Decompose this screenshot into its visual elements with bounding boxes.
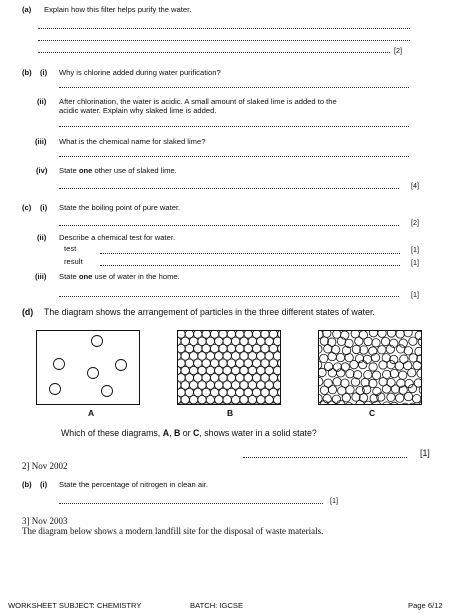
question-c-label: (c) [22,203,32,212]
answer-line[interactable] [38,28,410,29]
question-a-text: Explain how this filter helps purify the water. [44,5,192,14]
mark-b-iv: [4] [411,181,419,190]
liquid-particle [369,379,377,387]
answer-line[interactable] [59,296,399,297]
liquid-particle [372,371,380,379]
liquid-particle [378,331,386,337]
liquid-particle [412,395,420,403]
solid-particle [227,403,235,405]
solid-particle [236,403,244,405]
liquid-particle [418,338,422,346]
liquid-particle [355,337,363,345]
answer-line[interactable] [100,265,400,266]
answer-line[interactable] [38,52,390,53]
mark-c-test: [1] [411,245,419,254]
liquid-particle [399,339,407,347]
liquid-particle [319,368,326,376]
liquid-particle [408,403,416,405]
gas-particles [37,331,140,405]
question-c-ii-label: (ii) [37,233,47,242]
answer-line[interactable] [59,156,409,157]
liquid-particle [401,403,409,405]
answer-line[interactable] [59,503,323,504]
mark-c-i: [2] [411,218,419,227]
answer-line[interactable] [38,40,410,41]
footer-subject: WORKSHEET SUBJECT: CHEMISTRY [8,601,142,610]
section-heading-nov-2003: 3] Nov 2003 [22,516,68,526]
liquid-particle [396,331,404,338]
liquid-particle [345,402,353,405]
answer-line[interactable] [59,188,399,189]
liquid-particle [320,386,328,394]
result-label: result [64,257,83,266]
liquid-particle [356,400,364,405]
mark-c-iii: [1] [411,290,419,299]
liquid-particle [332,395,340,403]
footer-batch: BATCH: IGCSE [190,601,244,610]
question-b-ii-text-1: After chlorination, the water is acidic. A small amount of slaked lime is added to the [59,97,337,106]
mark-c-result: [1] [411,258,419,267]
answer-line[interactable] [59,87,409,88]
mark-d: [1] [420,448,430,458]
liquid-particle [395,362,403,370]
liquid-particle [387,393,395,401]
solid-particles [178,331,281,405]
liquid-particle [397,345,405,353]
liquid-particle [319,377,323,385]
question-b-iii-label: (iii) [35,137,47,146]
solid-particle [244,403,252,405]
liquid-particle [390,369,398,377]
question-b-label: (b) [22,68,32,77]
question-b-iv-text: State one other use of slaked lime. [59,166,177,175]
section-heading-nov-2002: 2] Nov 2002 [22,461,68,471]
liquid-particle [378,346,386,354]
liquid-particle [364,371,372,379]
liquid-particle [342,393,350,401]
liquid-particle [350,360,358,368]
diagram-label-c: C [369,408,376,418]
liquid-particle [387,360,395,368]
liquid-particle [382,385,390,393]
liquid-particle [346,386,354,394]
liquid-particle [381,337,389,345]
liquid-particle [324,362,332,370]
question-c-ii-text: Describe a chemical test for water. [59,233,176,242]
question-b-i-label-2002: (i) [40,480,48,489]
answer-line[interactable] [59,126,409,127]
footer-page: Page 6/12 [408,601,443,610]
question-b-i-text: Why is chlorine added during water purification? [59,68,221,77]
solid-particle [252,403,260,405]
liquid-particle [396,394,404,402]
liquid-particle [413,361,421,369]
solid-particle [202,403,210,405]
liquid-particle [328,385,336,393]
liquid-particle [387,331,395,337]
question-a-label: (a) [22,5,32,14]
diagram-a-gas [36,330,140,405]
liquid-particle [328,369,336,377]
liquid-particle [333,378,341,386]
question-c-i-text: State the boiling point of pure water. [59,203,181,212]
solid-particle [210,403,218,405]
liquid-particle [404,331,412,337]
liquid-particle [404,392,412,400]
answer-line[interactable] [243,457,407,458]
liquid-particle [319,345,322,353]
liquid-particle [324,345,332,353]
solid-particle [178,403,185,405]
question-b-ii-text-2: acidic water. Explain why slaked lime is added. [59,106,217,115]
question-b-i-label: (i) [40,68,48,77]
liquid-particle [363,355,371,363]
liquid-particle [336,400,344,405]
question-b-iii-text: What is the chemical name for slaked lime? [59,137,206,146]
diagram-label-a: A [88,408,95,418]
liquid-particle [390,402,398,405]
question-b-ii-label: (ii) [37,97,47,106]
question-c-iii-label: (iii) [35,272,47,281]
diagram-label-b: B [227,408,234,418]
solid-particle [219,403,227,405]
question-d-question: Which of these diagrams, A, B or C, shows water in a solid state? [61,428,317,438]
liquid-particle [369,363,377,371]
question-d-label: (d) [22,307,34,317]
liquid-particle [364,337,372,345]
question-b-label-2002: (b) [22,480,32,489]
liquid-particle [404,347,412,355]
liquid-particle [336,353,344,361]
liquid-particles [319,331,422,405]
liquid-particle [372,339,380,347]
liquid-particle [369,331,377,337]
liquid-particle [351,378,359,386]
mark-nitrogen: [1] [330,496,338,505]
liquid-particle [409,354,417,362]
liquid-particle [320,354,328,362]
liquid-particle [323,331,331,337]
solid-particle [194,403,202,405]
solid-particle [269,403,277,405]
question-d-text: The diagram shows the arrangement of particles in the three different states of water. [44,307,375,317]
solid-particle [261,403,269,405]
mark-a: [2] [394,46,402,55]
test-label: test [64,244,77,253]
liquid-particle [382,402,390,405]
liquid-particle [391,385,399,393]
question-c-i-label: (i) [40,203,48,212]
liquid-particle [328,352,336,360]
diagram-b-solid [177,330,281,405]
liquid-particle [399,371,407,379]
liquid-particle [408,369,416,377]
answer-line[interactable] [100,253,400,254]
diagram-c-liquid [318,330,422,405]
liquid-particle [352,393,360,401]
question-c-iii-text: State one use of water in the home. [59,272,180,281]
liquid-particle [417,369,422,377]
landfill-intro-text: The diagram below shows a modern landfill site for the disposal of waste materials. [22,526,324,536]
question-b-iv-label: (iv) [36,166,48,175]
solid-particle [185,403,193,405]
liquid-particle [346,370,354,378]
question-nitrogen-text: State the percentage of nitrogen in clean air. [59,480,209,489]
liquid-particle [379,361,387,369]
liquid-particle [409,337,417,345]
answer-line[interactable] [59,225,399,226]
